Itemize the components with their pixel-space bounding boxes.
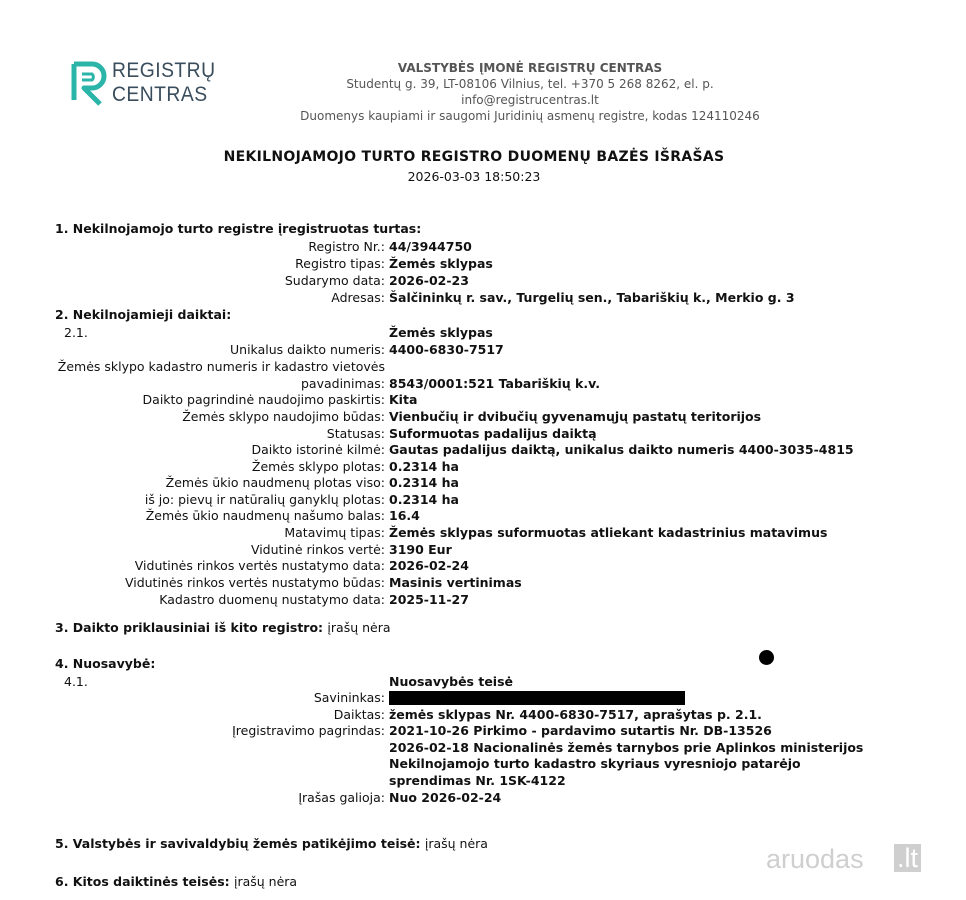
owner-label: Savininkas: (313, 690, 385, 705)
field-value: 0.2314 ha (389, 459, 459, 474)
section-6-title: 6. Kitos daiktinės teisės: (55, 874, 230, 889)
field-label: Registro Nr.: (308, 239, 385, 254)
basis-line: 2021-10-26 Pirkimo - pardavimo sutartis Nr. DB-13526 (389, 723, 772, 738)
field-label: Matavimų tipas: (284, 525, 385, 540)
black-dot-mark (759, 650, 774, 665)
field-value: Suformuotas padalijus daiktą (389, 426, 597, 441)
watermark-suffix: .lt (894, 844, 921, 872)
section-5-value: įrašų nėra (424, 836, 488, 851)
section-3 (55, 620, 391, 635)
basis-line: Nekilnojamojo turto kadastro skyriaus vyresniojo patarėjo (389, 756, 801, 771)
section-4-title: 4. Nuosavybė: (55, 656, 156, 671)
field-label: Registro tipas: (295, 256, 385, 271)
document-title: NEKILNOJAMOJO TURTO REGISTRO DUOMENŲ BAZĖS IŠRAŠAS (223, 149, 725, 165)
field-label: Žemės ūkio naudmenų našumo balas: (145, 508, 385, 523)
field-value: Vienbučių ir dvibučių gyvenamųjų pastatų teritorijos (389, 409, 762, 424)
document-datetime: 2026-03-03 18:50:23 (407, 169, 541, 184)
watermark-text: aruodas (766, 844, 864, 874)
section-6-value: įrašų nėra (234, 874, 298, 889)
thing-value: žemės sklypas Nr. 4400-6830-7517, aprašytas p. 2.1. (389, 707, 762, 722)
aruodas-watermark (766, 838, 946, 878)
field-label: Kadastro duomenų nustatymo data: (159, 592, 385, 607)
field-label: Vidutinės rinkos vertės nustatymo būdas: (124, 575, 385, 590)
field-value: 16.4 (389, 508, 420, 523)
registru-centras-logo-icon (70, 60, 110, 106)
item-number: 4.1. (64, 674, 88, 689)
field-label: Žemės sklypo naudojimo būdas: (182, 409, 385, 424)
field-value: Šalčininkų r. sav., Turgelių sen., Tabariškių k., Merkio g. 3 (389, 290, 795, 305)
field-label: Vidutinės rinkos vertės nustatymo data: (134, 558, 385, 573)
org-address: Studentų g. 39, LT-08106 Vilnius, tel. +370 5 268 8262, el. p. info@registrucentras.lt (346, 77, 714, 107)
org-name: VALSTYBĖS ĮMONĖ REGISTRŲ CENTRAS (397, 61, 663, 75)
section-3-value: įrašų nėra (327, 620, 391, 635)
field-label: Adresas: (331, 290, 385, 305)
logo-line-1: REGISTRŲ (112, 59, 216, 82)
field-label: Sudarymo data: (284, 273, 385, 288)
registru-centras-logo (70, 58, 220, 110)
field-value: 0.2314 ha (389, 492, 459, 507)
thing-label: Daiktas: (333, 707, 385, 722)
section-6 (55, 874, 297, 889)
field-label: Vidutinė rinkos vertė: (250, 542, 385, 557)
field-label: Žemės sklypo plotas: (251, 459, 385, 474)
field-value: Gautas padalijus daiktą, unikalus daikto numeris 4400-3035-4815 (389, 442, 854, 457)
field-value: Žemės sklypas (389, 256, 493, 271)
basis-line: sprendimas Nr. 1SK-4122 (389, 773, 566, 788)
section-2-title: 2. Nekilnojamieji daiktai: (55, 307, 232, 322)
field-label: pavadinimas: (300, 376, 385, 391)
field-value: Kita (389, 392, 418, 407)
item-number: 2.1. (64, 325, 88, 340)
field-value: 8543/0001:521 Tabariškių k.v. (389, 376, 600, 391)
basis-line: 2026-02-18 Nacionalinės žemės tarnybos prie Aplinkos ministerijos (389, 740, 864, 755)
logo-line-2: CENTRAS (112, 83, 208, 106)
field-value: 2025-11-27 (389, 592, 469, 607)
field-value: 3190 Eur (389, 542, 452, 557)
valid-value: Nuo 2026-02-24 (389, 790, 502, 805)
field-label: Daikto pagrindinė naudojimo paskirtis: (142, 392, 385, 407)
field-label: iš jo: pievų ir natūralių ganyklų plotas: (144, 492, 385, 507)
section-3-title: 3. Daikto priklausiniai iš kito registro: (55, 620, 324, 635)
org-registry-info: Duomenys kaupiami ir saugomi Juridinių asmenų registre, kodas 124110246 (300, 109, 760, 123)
field-value: 0.2314 ha (389, 475, 459, 490)
basis-label: Įregistravimo pagrindas: (232, 723, 385, 738)
field-label: Statusas: (326, 426, 385, 441)
field-label: Unikalus daikto numeris: (230, 342, 385, 357)
section-5-title: 5. Valstybės ir savivaldybių žemės patikėjimo teisė: (55, 836, 421, 851)
field-label: Daikto istorinė kilmė: (251, 442, 385, 457)
section-1-title: 1. Nekilnojamojo turto registre įregistruotas turtas: (55, 221, 422, 236)
field-value: 44/3944750 (389, 239, 472, 254)
valid-label: Įrašas galioja: (298, 790, 385, 805)
field-value: 2026-02-24 (389, 558, 469, 573)
field-label: Žemės sklypo kadastro numeris ir kadastro vietovės (57, 359, 385, 374)
organization-info (300, 60, 760, 124)
section-5 (55, 836, 488, 851)
item-title: Nuosavybės teisė (389, 674, 513, 689)
field-value: 4400-6830-7517 (389, 342, 504, 357)
field-value: Masinis vertinimas (389, 575, 522, 590)
owner-redacted (389, 691, 685, 705)
field-value: 2026-02-23 (389, 273, 469, 288)
item-title: Žemės sklypas (389, 325, 493, 340)
field-label: Žemės ūkio naudmenų plotas viso: (165, 475, 385, 490)
field-value: Žemės sklypas suformuotas atliekant kadastrinius matavimus (389, 525, 828, 540)
